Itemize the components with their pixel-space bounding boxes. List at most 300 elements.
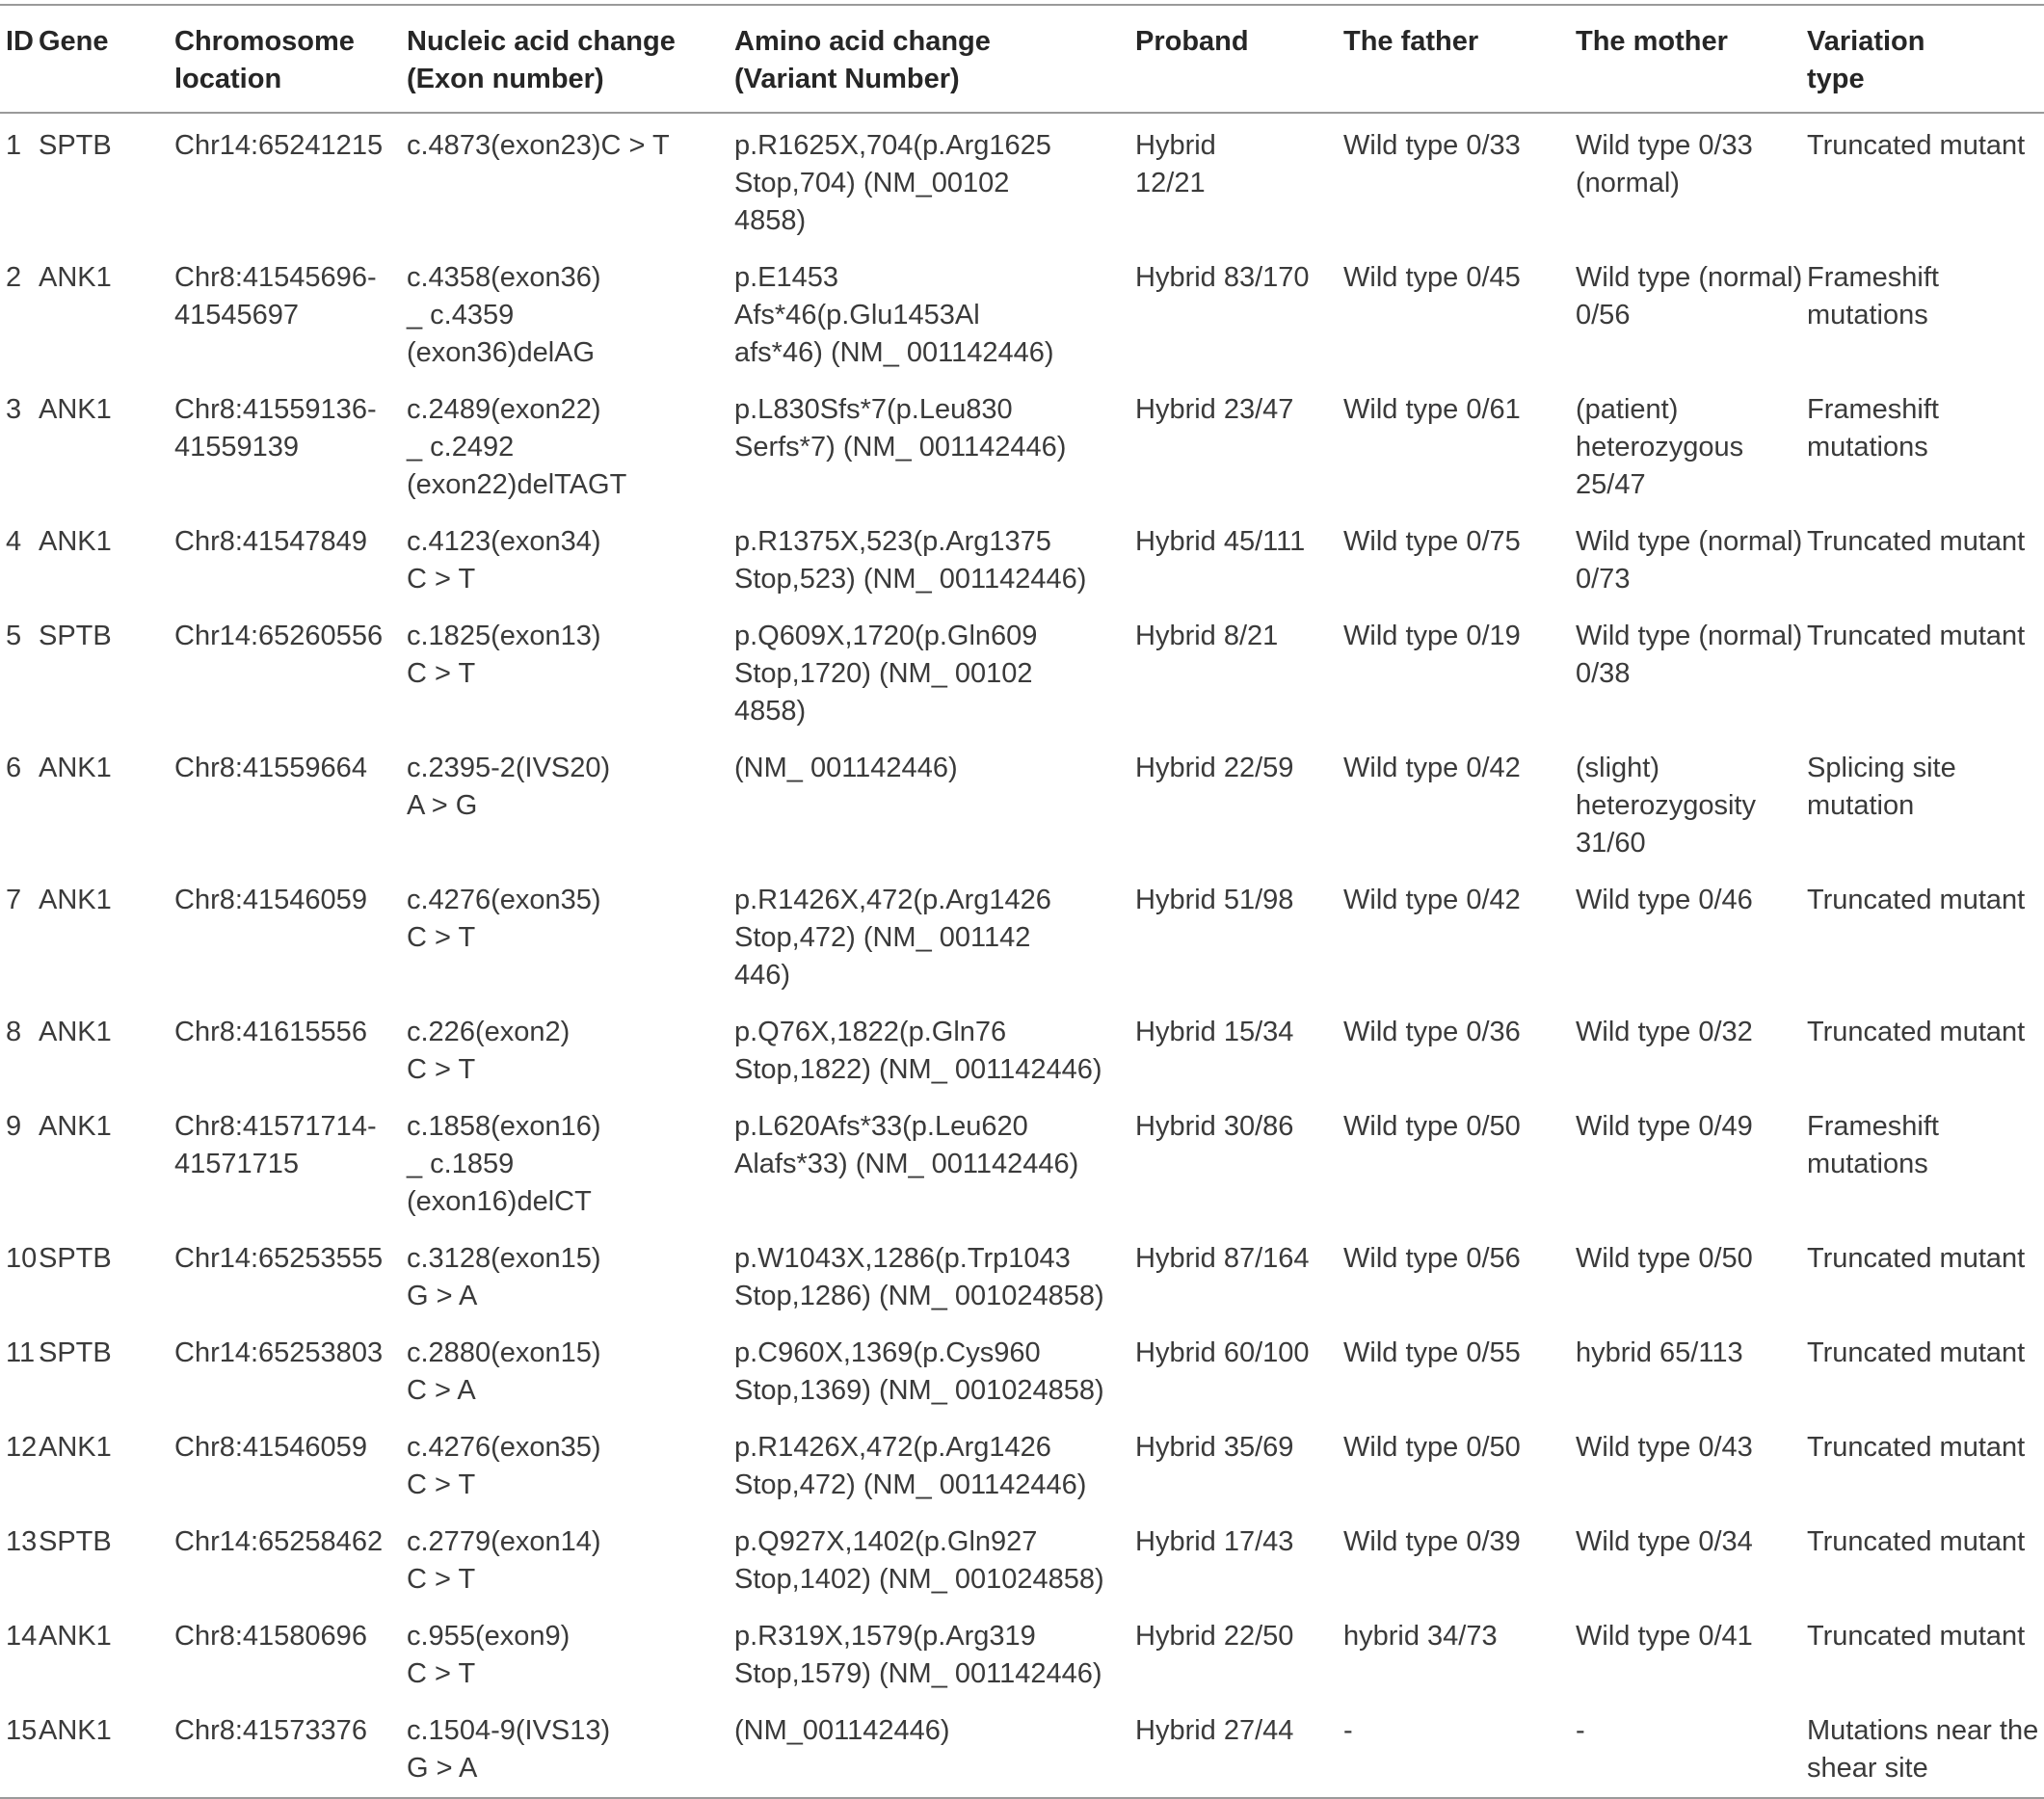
cell-line: Serfs*7) (NM_ 001142446): [734, 432, 1067, 463]
cell-line: c.1825(exon13): [407, 621, 601, 651]
cell-gene: [39, 1604, 174, 1699]
cell-line: Hybrid 22/59: [1135, 753, 1294, 783]
cell-line: Stop,1720) (NM_ 00102: [734, 658, 1033, 689]
cell-mother: [1576, 246, 1807, 378]
variant-table-container: [0, 4, 2044, 1799]
header-gene: [39, 5, 174, 113]
cell-line: Wild type 0/42: [1343, 753, 1521, 783]
cell-line: Stop,1402) (NM_ 001024858): [734, 1564, 1104, 1595]
cell-father: [1343, 868, 1576, 1000]
header-mother: [1576, 5, 1807, 113]
cell-line: Hybrid 60/100: [1135, 1337, 1310, 1368]
cell-line: Stop,472) (NM_ 001142: [734, 922, 1031, 953]
cell-line: Stop,1286) (NM_ 001024858): [734, 1281, 1104, 1311]
cell-line: 11: [6, 1337, 36, 1368]
variant-table: [0, 4, 2044, 1799]
cell-line: Chr8:41546059: [174, 1432, 367, 1463]
cell-id: [0, 604, 39, 736]
cell-line: Wild type 0/50: [1343, 1111, 1521, 1142]
cell-proband: [1135, 604, 1343, 736]
cell-proband: [1135, 1699, 1343, 1798]
table-row: [0, 736, 2044, 868]
cell-line: type: [1807, 64, 1865, 94]
cell-line: 3: [6, 394, 22, 425]
cell-id: [0, 1604, 39, 1699]
cell-line: c.2880(exon15): [407, 1337, 601, 1368]
cell-variation-type: [1807, 113, 2044, 246]
header-amino-acid-change: [734, 5, 1135, 113]
cell-proband: [1135, 510, 1343, 604]
cell-amino-acid-change: [734, 510, 1135, 604]
cell-gene: [39, 1699, 174, 1798]
cell-chromosome-location: [174, 1321, 407, 1415]
cell-line: ANK1: [39, 1621, 112, 1652]
header-variation-type: [1807, 5, 2044, 113]
cell-chromosome-location: [174, 378, 407, 510]
cell-line: Afs*46(p.Glu1453Al: [734, 300, 980, 331]
cell-line: ID: [6, 26, 34, 57]
cell-proband: [1135, 378, 1343, 510]
cell-line: p.C960X,1369(p.Cys960: [734, 1337, 1041, 1368]
cell-nucleic-acid-change: [407, 1415, 734, 1510]
cell-line: (slight): [1576, 753, 1660, 783]
cell-line: C > T: [407, 564, 476, 595]
cell-father: [1343, 1000, 1576, 1095]
cell-line: Stop,472) (NM_ 001142446): [734, 1469, 1087, 1500]
cell-amino-acid-change: [734, 1699, 1135, 1798]
cell-line: Hybrid 8/21: [1135, 621, 1279, 651]
cell-id: [0, 510, 39, 604]
cell-line: Splicing site: [1807, 753, 1956, 783]
cell-proband: [1135, 1227, 1343, 1321]
cell-amino-acid-change: [734, 246, 1135, 378]
cell-mother: [1576, 113, 1807, 246]
cell-nucleic-acid-change: [407, 113, 734, 246]
cell-line: Wild type (normal): [1576, 621, 1803, 651]
header-nucleic-acid-change: [407, 5, 734, 113]
header-row: [0, 5, 2044, 113]
table-row: [0, 1000, 2044, 1095]
cell-nucleic-acid-change: [407, 1321, 734, 1415]
cell-line: Hybrid 30/86: [1135, 1111, 1294, 1142]
cell-line: Hybrid 35/69: [1135, 1432, 1294, 1463]
cell-line: 0/38: [1576, 658, 1631, 689]
cell-line: p.E1453: [734, 262, 839, 293]
table-row: [0, 1227, 2044, 1321]
table-body: [0, 113, 2044, 1798]
cell-line: p.Q609X,1720(p.Gln609: [734, 621, 1038, 651]
cell-line: afs*46) (NM_ 001142446): [734, 337, 1054, 368]
cell-line: p.Q927X,1402(p.Gln927: [734, 1526, 1038, 1557]
cell-variation-type: [1807, 510, 2044, 604]
table-row: [0, 1699, 2044, 1798]
cell-line: hybrid 34/73: [1343, 1621, 1498, 1652]
cell-line: Truncated mutant: [1807, 1432, 2026, 1463]
cell-line: (NM_ 001142446): [734, 753, 958, 783]
cell-chromosome-location: [174, 510, 407, 604]
cell-line: SPTB: [39, 1337, 112, 1368]
cell-line: 41571715: [174, 1149, 300, 1179]
cell-line: Stop,1579) (NM_ 001142446): [734, 1658, 1102, 1689]
cell-proband: [1135, 246, 1343, 378]
cell-chromosome-location: [174, 1227, 407, 1321]
cell-line: 6: [6, 753, 22, 783]
cell-line: Frameshift: [1807, 394, 1939, 425]
cell-variation-type: [1807, 1000, 2044, 1095]
cell-amino-acid-change: [734, 113, 1135, 246]
cell-line: Wild type 0/39: [1343, 1526, 1521, 1557]
cell-line: p.L830Sfs*7(p.Leu830: [734, 394, 1013, 425]
cell-gene: [39, 113, 174, 246]
cell-line: (Exon number): [407, 64, 604, 94]
cell-line: c.4358(exon36): [407, 262, 601, 293]
cell-line: (Variant Number): [734, 64, 960, 94]
cell-line: Wild type 0/55: [1343, 1337, 1521, 1368]
cell-line: C > T: [407, 1564, 476, 1595]
cell-variation-type: [1807, 1604, 2044, 1699]
cell-id: [0, 378, 39, 510]
cell-line: A > G: [407, 790, 478, 821]
cell-line: _ c.2492: [407, 432, 515, 463]
cell-line: Amino acid change: [734, 26, 991, 57]
cell-line: Chr8:41546059: [174, 885, 367, 915]
cell-gene: [39, 246, 174, 378]
cell-proband: [1135, 868, 1343, 1000]
cell-chromosome-location: [174, 113, 407, 246]
cell-variation-type: [1807, 1510, 2044, 1604]
cell-variation-type: [1807, 604, 2044, 736]
cell-id: [0, 868, 39, 1000]
cell-proband: [1135, 736, 1343, 868]
cell-amino-acid-change: [734, 1604, 1135, 1699]
cell-line: Hybrid 17/43: [1135, 1526, 1294, 1557]
cell-line: Wild type 0/50: [1343, 1432, 1521, 1463]
cell-line: c.4873(exon23)C > T: [407, 130, 670, 161]
cell-line: ANK1: [39, 885, 112, 915]
cell-father: [1343, 378, 1576, 510]
header-id: [0, 5, 39, 113]
cell-line: c.4123(exon34): [407, 526, 601, 557]
cell-line: (exon16)delCT: [407, 1186, 592, 1217]
cell-line: c.1858(exon16): [407, 1111, 601, 1142]
cell-line: 8: [6, 1017, 22, 1047]
cell-line: Chr14:65260556: [174, 621, 384, 651]
cell-line: SPTB: [39, 1243, 112, 1274]
cell-line: Hybrid 45/111: [1135, 526, 1306, 557]
cell-amino-acid-change: [734, 1000, 1135, 1095]
cell-line: Chromosome: [174, 26, 355, 57]
cell-line: c.2489(exon22): [407, 394, 601, 425]
cell-line: Hybrid 87/164: [1135, 1243, 1310, 1274]
cell-nucleic-acid-change: [407, 378, 734, 510]
cell-line: C > T: [407, 1658, 476, 1689]
cell-line: Wild type 0/34: [1576, 1526, 1753, 1557]
cell-line: location: [174, 64, 282, 94]
cell-amino-acid-change: [734, 736, 1135, 868]
cell-line: SPTB: [39, 1526, 112, 1557]
cell-mother: [1576, 1095, 1807, 1227]
cell-father: [1343, 604, 1576, 736]
cell-amino-acid-change: [734, 378, 1135, 510]
cell-line: (normal): [1576, 168, 1680, 198]
cell-line: C > T: [407, 922, 476, 953]
cell-line: ANK1: [39, 1017, 112, 1047]
cell-father: [1343, 1510, 1576, 1604]
cell-line: C > T: [407, 658, 476, 689]
cell-line: Nucleic acid change: [407, 26, 676, 57]
cell-id: [0, 113, 39, 246]
cell-line: Chr14:65253803: [174, 1337, 384, 1368]
cell-line: Wild type 0/56: [1343, 1243, 1521, 1274]
cell-proband: [1135, 1604, 1343, 1699]
cell-line: 10: [6, 1243, 38, 1274]
cell-line: 41545697: [174, 300, 300, 331]
cell-line: 1: [6, 130, 22, 161]
cell-mother: [1576, 1415, 1807, 1510]
cell-line: Wild type 0/36: [1343, 1017, 1521, 1047]
cell-proband: [1135, 1415, 1343, 1510]
cell-line: ANK1: [39, 1715, 112, 1746]
cell-father: [1343, 1227, 1576, 1321]
cell-line: C > A: [407, 1375, 476, 1406]
cell-line: mutations: [1807, 432, 1928, 463]
cell-line: Chr8:41547849: [174, 526, 367, 557]
cell-nucleic-acid-change: [407, 1510, 734, 1604]
cell-gene: [39, 1321, 174, 1415]
cell-line: G > A: [407, 1753, 478, 1784]
table-row: [0, 604, 2044, 736]
cell-line: _ c.1859: [407, 1149, 515, 1179]
cell-line: Wild type 0/42: [1343, 885, 1521, 915]
cell-amino-acid-change: [734, 1510, 1135, 1604]
cell-line: Chr8:41559136-: [174, 394, 377, 425]
cell-line: p.R1375X,523(p.Arg1375: [734, 526, 1051, 557]
cell-line: p.L620Afs*33(p.Leu620: [734, 1111, 1028, 1142]
cell-line: 12: [6, 1432, 38, 1463]
cell-line: Stop,1369) (NM_ 001024858): [734, 1375, 1104, 1406]
cell-line: p.R1426X,472(p.Arg1426: [734, 1432, 1051, 1463]
cell-line: c.2395-2(IVS20): [407, 753, 611, 783]
cell-chromosome-location: [174, 604, 407, 736]
cell-line: Wild type 0/43: [1576, 1432, 1753, 1463]
cell-line: 12/21: [1135, 168, 1206, 198]
cell-line: Chr14:65241215: [174, 130, 384, 161]
cell-amino-acid-change: [734, 1415, 1135, 1510]
cell-line: Chr8:41559664: [174, 753, 367, 783]
cell-line: Frameshift: [1807, 262, 1939, 293]
cell-line: p.W1043X,1286(p.Trp1043: [734, 1243, 1071, 1274]
cell-proband: [1135, 1321, 1343, 1415]
cell-variation-type: [1807, 1321, 2044, 1415]
cell-father: [1343, 1699, 1576, 1798]
table-row: [0, 246, 2044, 378]
cell-line: Hybrid 27/44: [1135, 1715, 1294, 1746]
cell-line: Hybrid 23/47: [1135, 394, 1294, 425]
cell-line: Truncated mutant: [1807, 1243, 2026, 1274]
cell-line: Hybrid 83/170: [1135, 262, 1310, 293]
cell-line: 41559139: [174, 432, 300, 463]
cell-proband: [1135, 1095, 1343, 1227]
cell-amino-acid-change: [734, 604, 1135, 736]
cell-line: (patient): [1576, 394, 1679, 425]
cell-chromosome-location: [174, 868, 407, 1000]
table-row: [0, 868, 2044, 1000]
cell-id: [0, 1321, 39, 1415]
cell-line: ANK1: [39, 1432, 112, 1463]
cell-line: 4: [6, 526, 22, 557]
cell-line: SPTB: [39, 621, 112, 651]
cell-line: Wild type 0/45: [1343, 262, 1521, 293]
cell-line: ANK1: [39, 526, 112, 557]
cell-line: mutations: [1807, 300, 1928, 331]
cell-line: p.Q76X,1822(p.Gln76: [734, 1017, 1007, 1047]
cell-line: p.R1625X,704(p.Arg1625: [734, 130, 1051, 161]
cell-father: [1343, 1321, 1576, 1415]
cell-line: Wild type 0/19: [1343, 621, 1521, 651]
cell-id: [0, 736, 39, 868]
cell-line: Stop,704) (NM_00102: [734, 168, 1010, 198]
cell-line: Frameshift: [1807, 1111, 1939, 1142]
cell-gene: [39, 378, 174, 510]
cell-father: [1343, 1095, 1576, 1227]
cell-line: (exon22)delTAGT: [407, 469, 627, 500]
cell-gene: [39, 736, 174, 868]
cell-chromosome-location: [174, 736, 407, 868]
cell-line: -: [1343, 1715, 1353, 1746]
cell-line: 4858): [734, 205, 807, 236]
cell-line: p.R319X,1579(p.Arg319: [734, 1621, 1036, 1652]
cell-gene: [39, 1000, 174, 1095]
cell-father: [1343, 510, 1576, 604]
cell-id: [0, 1415, 39, 1510]
cell-amino-acid-change: [734, 1227, 1135, 1321]
cell-line: Wild type 0/61: [1343, 394, 1521, 425]
cell-line: Wild type 0/46: [1576, 885, 1753, 915]
cell-father: [1343, 113, 1576, 246]
cell-line: Truncated mutant: [1807, 526, 2026, 557]
cell-line: Wild type 0/32: [1576, 1017, 1753, 1047]
cell-gene: [39, 1095, 174, 1227]
cell-nucleic-acid-change: [407, 604, 734, 736]
cell-gene: [39, 1510, 174, 1604]
cell-id: [0, 1699, 39, 1798]
cell-line: The mother: [1576, 26, 1728, 57]
table-row: [0, 510, 2044, 604]
cell-line: Chr8:41573376: [174, 1715, 367, 1746]
cell-line: Truncated mutant: [1807, 621, 2026, 651]
cell-line: Hybrid 51/98: [1135, 885, 1294, 915]
table-row: [0, 1415, 2044, 1510]
header-chromosome-location: [174, 5, 407, 113]
cell-variation-type: [1807, 868, 2044, 1000]
cell-line: Hybrid: [1135, 130, 1216, 161]
cell-line: 9: [6, 1111, 22, 1142]
cell-nucleic-acid-change: [407, 1604, 734, 1699]
cell-line: Stop,523) (NM_ 001142446): [734, 564, 1087, 595]
cell-gene: [39, 1415, 174, 1510]
cell-proband: [1135, 1510, 1343, 1604]
cell-line: Wild type (normal): [1576, 262, 1803, 293]
table-row: [0, 1095, 2044, 1227]
cell-line: 0/73: [1576, 564, 1631, 595]
cell-line: c.955(exon9): [407, 1621, 571, 1652]
cell-line: Hybrid 22/50: [1135, 1621, 1294, 1652]
cell-nucleic-acid-change: [407, 1227, 734, 1321]
cell-line: Gene: [39, 26, 109, 57]
cell-mother: [1576, 1227, 1807, 1321]
cell-id: [0, 1000, 39, 1095]
table-row: [0, 1604, 2044, 1699]
cell-id: [0, 1227, 39, 1321]
cell-amino-acid-change: [734, 1321, 1135, 1415]
cell-line: Truncated mutant: [1807, 1621, 2026, 1652]
cell-line: Truncated mutant: [1807, 1017, 2026, 1047]
cell-line: 15: [6, 1715, 38, 1746]
table-header: [0, 5, 2044, 113]
cell-variation-type: [1807, 378, 2044, 510]
cell-line: Wild type 0/75: [1343, 526, 1521, 557]
cell-nucleic-acid-change: [407, 1699, 734, 1798]
cell-line: 31/60: [1576, 828, 1646, 859]
cell-line: SPTB: [39, 130, 112, 161]
cell-line: Wild type 0/50: [1576, 1243, 1753, 1274]
cell-line: Wild type 0/33: [1576, 130, 1753, 161]
cell-id: [0, 1510, 39, 1604]
cell-chromosome-location: [174, 1415, 407, 1510]
cell-line: (NM_001142446): [734, 1715, 950, 1746]
cell-mother: [1576, 604, 1807, 736]
cell-line: 2: [6, 262, 22, 293]
cell-line: Alafs*33) (NM_ 001142446): [734, 1149, 1079, 1179]
cell-gene: [39, 510, 174, 604]
cell-chromosome-location: [174, 1699, 407, 1798]
cell-line: (exon36)delAG: [407, 337, 596, 368]
cell-line: Chr8:41571714-: [174, 1111, 377, 1142]
cell-mother: [1576, 1000, 1807, 1095]
cell-nucleic-acid-change: [407, 246, 734, 378]
cell-gene: [39, 1227, 174, 1321]
cell-mother: [1576, 510, 1807, 604]
cell-line: G > A: [407, 1281, 478, 1311]
cell-chromosome-location: [174, 1095, 407, 1227]
cell-line: heterozygosity: [1576, 790, 1756, 821]
cell-line: Mutations near the: [1807, 1715, 2039, 1746]
cell-line: Truncated mutant: [1807, 1526, 2026, 1557]
cell-line: shear site: [1807, 1753, 1928, 1784]
cell-variation-type: [1807, 1227, 2044, 1321]
cell-chromosome-location: [174, 1000, 407, 1095]
cell-nucleic-acid-change: [407, 868, 734, 1000]
cell-nucleic-acid-change: [407, 1095, 734, 1227]
cell-father: [1343, 1604, 1576, 1699]
cell-line: c.3128(exon15): [407, 1243, 601, 1274]
cell-line: Chr14:65253555: [174, 1243, 384, 1274]
cell-line: c.4276(exon35): [407, 1432, 601, 1463]
cell-mother: [1576, 1699, 1807, 1798]
cell-line: Truncated mutant: [1807, 130, 2026, 161]
cell-amino-acid-change: [734, 1095, 1135, 1227]
cell-line: hybrid 65/113: [1576, 1337, 1743, 1368]
cell-line: Variation: [1807, 26, 1925, 57]
cell-id: [0, 246, 39, 378]
cell-variation-type: [1807, 736, 2044, 868]
cell-mother: [1576, 868, 1807, 1000]
cell-line: 0/56: [1576, 300, 1631, 331]
cell-nucleic-acid-change: [407, 510, 734, 604]
cell-line: c.4276(exon35): [407, 885, 601, 915]
cell-line: 4858): [734, 696, 807, 727]
cell-line: c.1504-9(IVS13): [407, 1715, 611, 1746]
